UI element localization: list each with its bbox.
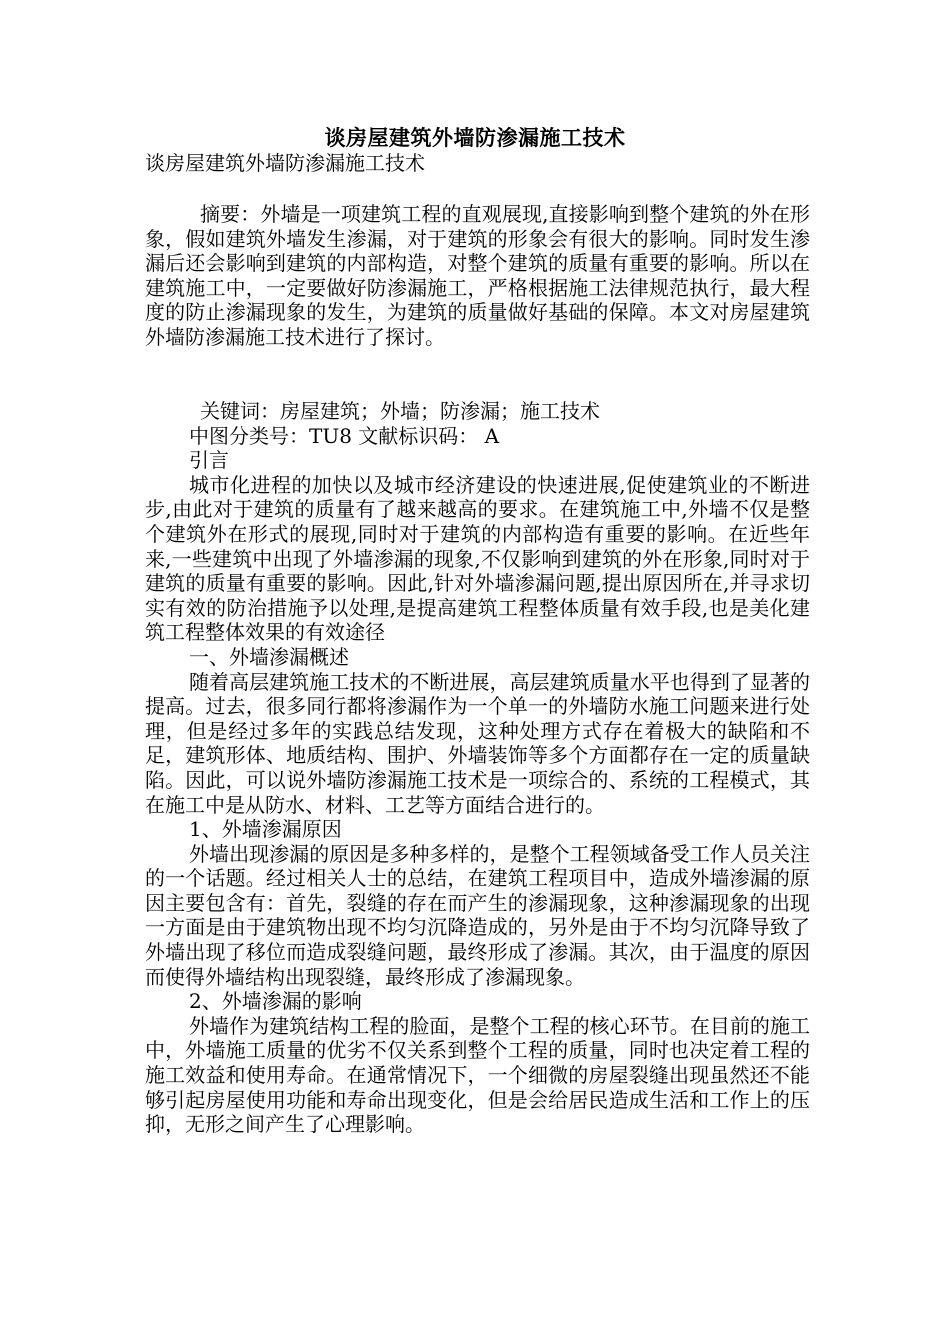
- document-title: 谈房屋建筑外墙防渗漏施工技术: [324, 125, 626, 150]
- section-1-1-heading: 1、外墙渗漏原因: [189, 817, 342, 842]
- section-1-heading: 一、外墙渗漏概述: [189, 644, 349, 669]
- intro-paragraph: 城市化进程的加快以及城市经济建设的快速进展,促使建筑业的不断进步,由此对于建筑的质量有了越来越高的要求。在建筑施工中,外墙不仅是整个建筑外在形式的展现,同时对于建筑的内部构造有重要的影响。在近些年来,一些建筑中出现了外墙渗漏的现象,不仅影响到建筑的外在形象,同时对于建筑的质量有重要的影响。因此,针对外墙渗漏问题,提出原因所在,并寻求切实有效的防治措施予以处理,是提高建筑工程整体质量有效手段,也是美化建筑工程整体效果的有效途径: [145, 472, 810, 645]
- classification-line: 中图分类号：TU8 文献标识码： A: [189, 423, 500, 448]
- keywords-line: 关键词：房屋建筑；外墙；防渗漏；施工技术: [200, 399, 600, 423]
- section-1-1-paragraph: 外墙出现渗漏的原因是多种多样的，是整个工程领域备受工作人员关注的一个话题。经过相关人士的总结，在建筑工程项目中，造成外墙渗漏的原因主要包含有：首先，裂缝的存在而产生的渗漏现象，这种渗漏现象的出现一方面是由于建筑物出现不均匀沉降造成的，另外是由于不均匀沉降导致了外墙出现了移位而造成裂缝问题，最终形成了渗漏。其次，由于温度的原因而使得外墙结构出现裂缝，最终形成了渗漏现象。: [145, 841, 810, 989]
- abstract-paragraph: 摘要：外墙是一项建筑工程的直观展现,直接影响到整个建筑的外在形象，假如建筑外墙发生渗漏，对于建筑的形象会有很大的影响。同时发生渗漏后还会影响到建筑的内部构造，对整个建筑的质量有重要的影响。所以在建筑施工中，一定要做好防渗漏施工，严格根据施工法律规范执行，最大程度的防止渗漏现象的发生，为建筑的质量做好基础的保障。本文对房屋建筑外墙防渗漏施工技术进行了探讨。: [145, 202, 810, 349]
- article-body: [145, 399, 810, 1137]
- section-1-2-paragraph: 外墙作为建筑结构工程的脸面，是整个工程的核心环节。在目前的施工中，外墙施工质量的优劣不仅关系到整个工程的质量，同时也决定着工程的施工效益和使用寿命。在通常情况下，一个细微的房屋裂缝出现虽然还不能够引起房屋使用功能和寿命出现变化，但是会给居民造成生活和工作上的压抑，无形之间产生了心理影响。: [145, 1013, 810, 1137]
- section-1-2-heading: 2、外墙渗漏的影响: [189, 989, 362, 1014]
- intro-heading: 引言: [189, 448, 229, 473]
- document-subtitle: 谈房屋建筑外墙防渗漏施工技术: [145, 151, 425, 175]
- section-1-paragraph: 随着高层建筑施工技术的不断进展，高层建筑质量水平也得到了显著的提高。过去，很多同行都将渗漏作为一个单一的外墙防水施工问题来进行处理，但是经过多年的实践总结发现，这种处理方式存在着极大的缺陷和不足，建筑形体、地质结构、围护、外墙装饰等多个方面都存在一定的质量缺陷。因此，可以说外墙防渗漏施工技术是一项综合的、系统的工程模式，其在施工中是从防水、材料、工艺等方面结合进行的。: [145, 669, 810, 817]
